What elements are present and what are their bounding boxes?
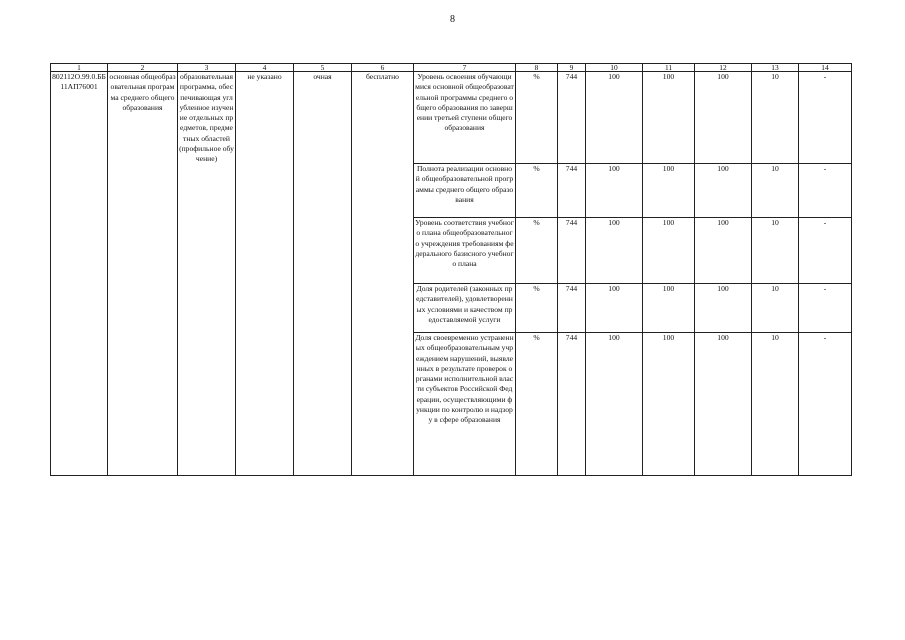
indicator-deviation: 10 — [752, 72, 799, 164]
indicator-unit: % — [516, 333, 558, 476]
indicator-name: Полнота реализации основной общеобразовательной программы среднего общего образования — [414, 164, 516, 218]
indicator-year2: 100 — [643, 72, 695, 164]
indicator-deviation: 10 — [752, 284, 799, 333]
program-name: основная общеобразовательная программа среднего общего образования — [108, 72, 178, 476]
student-category: не указано — [236, 72, 294, 476]
indicator-name: Доля своевременно устраненных общеобразовательным учреждением нарушений, выявленных в результате проверок органами исполнительной власти субъектов Российской Федерации, осуществляющими функции по контролю и надзору в сфере образования — [414, 333, 516, 476]
payment-type: бесплатно — [352, 72, 414, 476]
column-number: 8 — [516, 64, 558, 72]
indicator-year2: 100 — [643, 164, 695, 218]
indicator-year1: 100 — [586, 284, 643, 333]
indicator-note: - — [799, 218, 852, 284]
service-code: 802112О.99.0.ББ11АП76001 — [51, 72, 108, 476]
indicator-year1: 100 — [586, 333, 643, 476]
indicator-year3: 100 — [695, 284, 752, 333]
column-number: 7 — [414, 64, 516, 72]
program-focus: образовательная программа, обеспечивающая углубленное изучение отдельных предметов, предметных областей (профильное обучение) — [178, 72, 236, 476]
column-number: 10 — [586, 64, 643, 72]
column-number: 3 — [178, 64, 236, 72]
indicator-year1: 100 — [586, 72, 643, 164]
indicator-unit: % — [516, 164, 558, 218]
column-number-row — [51, 64, 852, 72]
indicator-note: - — [799, 164, 852, 218]
indicator-note: - — [799, 333, 852, 476]
column-number: 9 — [558, 64, 586, 72]
indicator-year2: 100 — [643, 284, 695, 333]
indicator-deviation: 10 — [752, 218, 799, 284]
indicator-okei: 744 — [558, 164, 586, 218]
column-number: 5 — [294, 64, 352, 72]
column-number: 6 — [352, 64, 414, 72]
indicator-unit: % — [516, 72, 558, 164]
indicator-name: Уровень освоения обучающимися основной общеобразовательной программы среднего общего образования по завершении третьей ступени общего образования — [414, 72, 516, 164]
indicator-note: - — [799, 284, 852, 333]
indicator-year3: 100 — [695, 218, 752, 284]
column-number: 13 — [752, 64, 799, 72]
indicator-year3: 100 — [695, 164, 752, 218]
indicator-okei: 744 — [558, 72, 586, 164]
column-number: 4 — [236, 64, 294, 72]
indicator-name: Доля родителей (законных представителей), удовлетворенных условиями и качеством предоставляемой услуги — [414, 284, 516, 333]
indicator-deviation: 10 — [752, 333, 799, 476]
indicator-okei: 744 — [558, 218, 586, 284]
column-number: 1 — [51, 64, 108, 72]
indicator-name: Уровень соответствия учебного плана общеобразовательного учреждения требованиям федерального базисного учебного плана — [414, 218, 516, 284]
indicator-year3: 100 — [695, 72, 752, 164]
column-number: 2 — [108, 64, 178, 72]
indicator-deviation: 10 — [752, 164, 799, 218]
service-indicators-table — [50, 63, 852, 476]
indicator-year2: 100 — [643, 218, 695, 284]
column-number: 11 — [643, 64, 695, 72]
indicator-okei: 744 — [558, 284, 586, 333]
indicator-unit: % — [516, 218, 558, 284]
indicator-okei: 744 — [558, 333, 586, 476]
indicator-year1: 100 — [586, 164, 643, 218]
education-form: очная — [294, 72, 352, 476]
page-number: 8 — [450, 14, 455, 25]
indicator-year3: 100 — [695, 333, 752, 476]
table-row — [51, 72, 852, 164]
indicator-year1: 100 — [586, 218, 643, 284]
column-number: 14 — [799, 64, 852, 72]
column-number: 12 — [695, 64, 752, 72]
indicator-year2: 100 — [643, 333, 695, 476]
indicator-unit: % — [516, 284, 558, 333]
indicator-note: - — [799, 72, 852, 164]
